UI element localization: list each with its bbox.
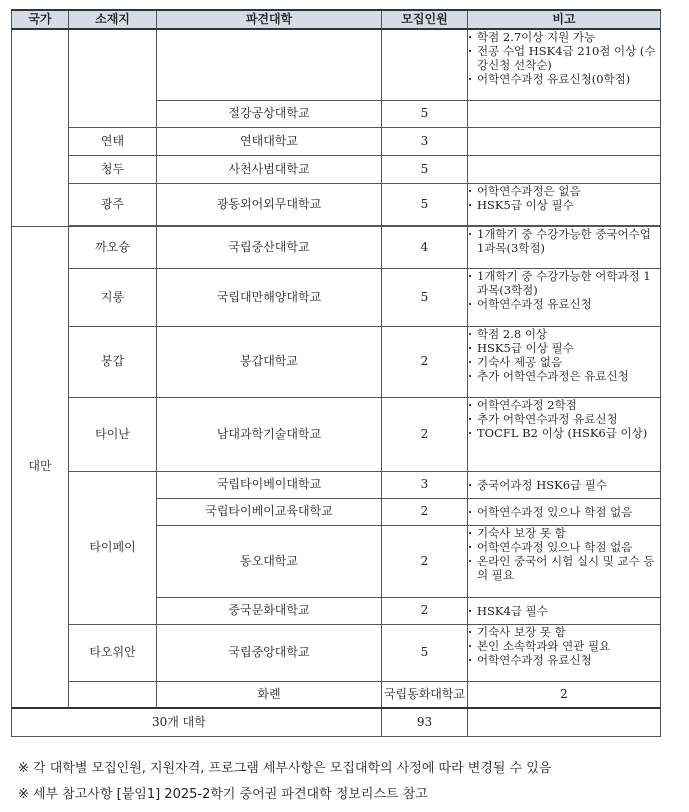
exchange-university-table (11, 9, 661, 737)
university-cell (157, 29, 382, 100)
university-cell: 중국문화대학교 (157, 597, 382, 624)
university-cell: 봉갑대학교 (157, 326, 382, 397)
capacity-cell: 5 (382, 268, 468, 326)
remarks-cell (468, 155, 661, 183)
remarks-cell (468, 226, 661, 268)
header-university: 파견대학 (157, 10, 382, 29)
table-row (12, 155, 661, 183)
table-row (12, 29, 661, 100)
location-cell: 청두 (69, 155, 157, 183)
header-row (12, 10, 661, 29)
header-country: 국가 (12, 10, 69, 29)
capacity-cell: 2 (382, 498, 468, 525)
remarks-cell (468, 624, 661, 681)
remark-item: · HSK4급 필수 (468, 604, 660, 618)
header-location: 소재지 (69, 10, 157, 29)
remark-item: · HSK5급 이상 필수 (468, 341, 660, 355)
remark-item: · 어학연수과정은 없음 (468, 184, 660, 198)
table-row (12, 268, 661, 326)
footnote: ※ 세부 참고사항 [붙임1] 2025-2학기 중어권 파견대학 정보리스트 참고 (18, 787, 428, 802)
capacity-cell: 2 (382, 397, 468, 471)
remarks-cell (468, 498, 661, 525)
remarks-cell (468, 326, 661, 397)
remark-item: · 학점 2.8 이상 (468, 327, 660, 341)
capacity-cell: 5 (382, 624, 468, 681)
university-cell: 국립타이베이교육대학교 (157, 498, 382, 525)
location-cell: 광주 (69, 183, 157, 225)
remark-item: · 어학연수과정 2학점 (468, 398, 660, 412)
remarks-cell (468, 597, 661, 624)
location-cell: 지롱 (69, 268, 157, 326)
country-cell-taiwan: 대만 (12, 226, 69, 708)
remark-item: · 1개학기 중 수강가능한 중국어수업 1과목(3학점) (468, 227, 660, 255)
capacity-cell: 2 (382, 525, 468, 597)
capacity-cell: 5 (382, 155, 468, 183)
remarks-cell (468, 397, 661, 471)
university-cell: 연태대학교 (157, 127, 382, 155)
remark-item: · 추가 어학연수과정은 유료신청 (468, 369, 660, 383)
remark-item: · 추가 어학연수과정 유료신청 (468, 412, 660, 426)
remark-item: · 어학연수과정 있으나 학점 없음 (468, 505, 660, 519)
university-cell: 국립동화대학교 (382, 681, 468, 708)
remark-item: · 기숙사 보장 못 함 (468, 625, 660, 639)
location-cell: 연태 (69, 127, 157, 155)
remark-item: · TOCFL B2 이상 (HSK6급 이상) (468, 426, 660, 440)
university-cell: 국립중산대학교 (157, 226, 382, 268)
capacity-cell: 4 (382, 226, 468, 268)
capacity-cell: 3 (382, 471, 468, 498)
remark-item: · 중국어과정 HSK6급 필수 (468, 478, 660, 492)
university-cell: 광동외어외무대학교 (157, 183, 382, 225)
table-row (12, 471, 661, 498)
table-row (12, 681, 661, 708)
table-row (12, 624, 661, 681)
remarks-cell (468, 127, 661, 155)
remark-item: · 본인 소속학과와 연관 필요 (468, 639, 660, 653)
location-cell: 타이난 (69, 397, 157, 471)
remark-item: · 학점 2.7이상 지원 가능 (468, 30, 660, 44)
remark-item: · 기숙사 보장 못 함 (468, 526, 660, 540)
remarks-cell (468, 525, 661, 597)
table-row (12, 397, 661, 471)
remark-item: · 온라인 중국어 시험 실시 및 교수 등의 필요 (468, 554, 660, 582)
table-row (12, 127, 661, 155)
country-cell-china (12, 29, 69, 226)
remarks-cell (468, 471, 661, 498)
capacity-cell (382, 29, 468, 100)
university-cell: 사천사범대학교 (157, 155, 382, 183)
capacity-cell: 2 (382, 326, 468, 397)
university-cell: 국립중앙대학교 (157, 624, 382, 681)
university-cell: 남대과학기술대학교 (157, 397, 382, 471)
location-cell: 타오위안 (69, 624, 157, 681)
location-cell: 타이페이 (69, 471, 157, 624)
location-cell (69, 29, 157, 127)
footnotes (18, 760, 678, 812)
total-label: 30개 대학 (12, 708, 382, 736)
location-cell: 화롄 (157, 681, 382, 708)
total-row (12, 708, 661, 736)
remark-item: · 어학연수과정 유료신청 (468, 653, 660, 667)
capacity-cell: 2 (382, 597, 468, 624)
university-cell: 국립대만해양대학교 (157, 268, 382, 326)
location-cell: 까오슝 (69, 226, 157, 268)
total-remarks (468, 708, 661, 736)
table-row (12, 326, 661, 397)
footnote: ※ 각 대학별 모집인원, 지원자격, 프로그램 세부사항은 모집대학의 사정에 따라 변경될 수 있음 (18, 761, 552, 776)
capacity-cell: 2 (468, 681, 661, 708)
remarks-cell (468, 29, 661, 100)
university-cell: 국립타이베이대학교 (157, 471, 382, 498)
capacity-cell: 3 (382, 127, 468, 155)
university-cell: 동오대학교 (157, 525, 382, 597)
remark-item: · 어학연수과정 유료신청(0학점) (468, 72, 660, 86)
country-cell-empty (69, 681, 157, 708)
remark-item: · 기숙사 제공 없음 (468, 355, 660, 369)
university-cell: 절강공상대학교 (157, 100, 382, 127)
capacity-cell: 5 (382, 183, 468, 225)
total-count: 93 (382, 708, 468, 736)
capacity-cell: 5 (382, 100, 468, 127)
header-capacity: 모집인원 (382, 10, 468, 29)
header-remarks: 비고 (468, 10, 661, 29)
remarks-cell (468, 268, 661, 326)
remark-item: · 전공 수업 HSK4급 210점 이상 (수강신청 선착순) (468, 44, 660, 72)
remark-item: · 어학연수과정 유료신청 (468, 297, 660, 311)
table-row (12, 183, 661, 225)
remark-item: · 1개학기 중 수강가능한 어학과정 1과목(3학점) (468, 269, 660, 297)
location-cell: 붕갑 (69, 326, 157, 397)
remark-item: · HSK5급 이상 필수 (468, 198, 660, 212)
table-row (12, 226, 661, 268)
remarks-cell (468, 100, 661, 127)
remark-item: · 어학연수과정 있으나 학점 없음 (468, 540, 660, 554)
remarks-cell (468, 183, 661, 225)
